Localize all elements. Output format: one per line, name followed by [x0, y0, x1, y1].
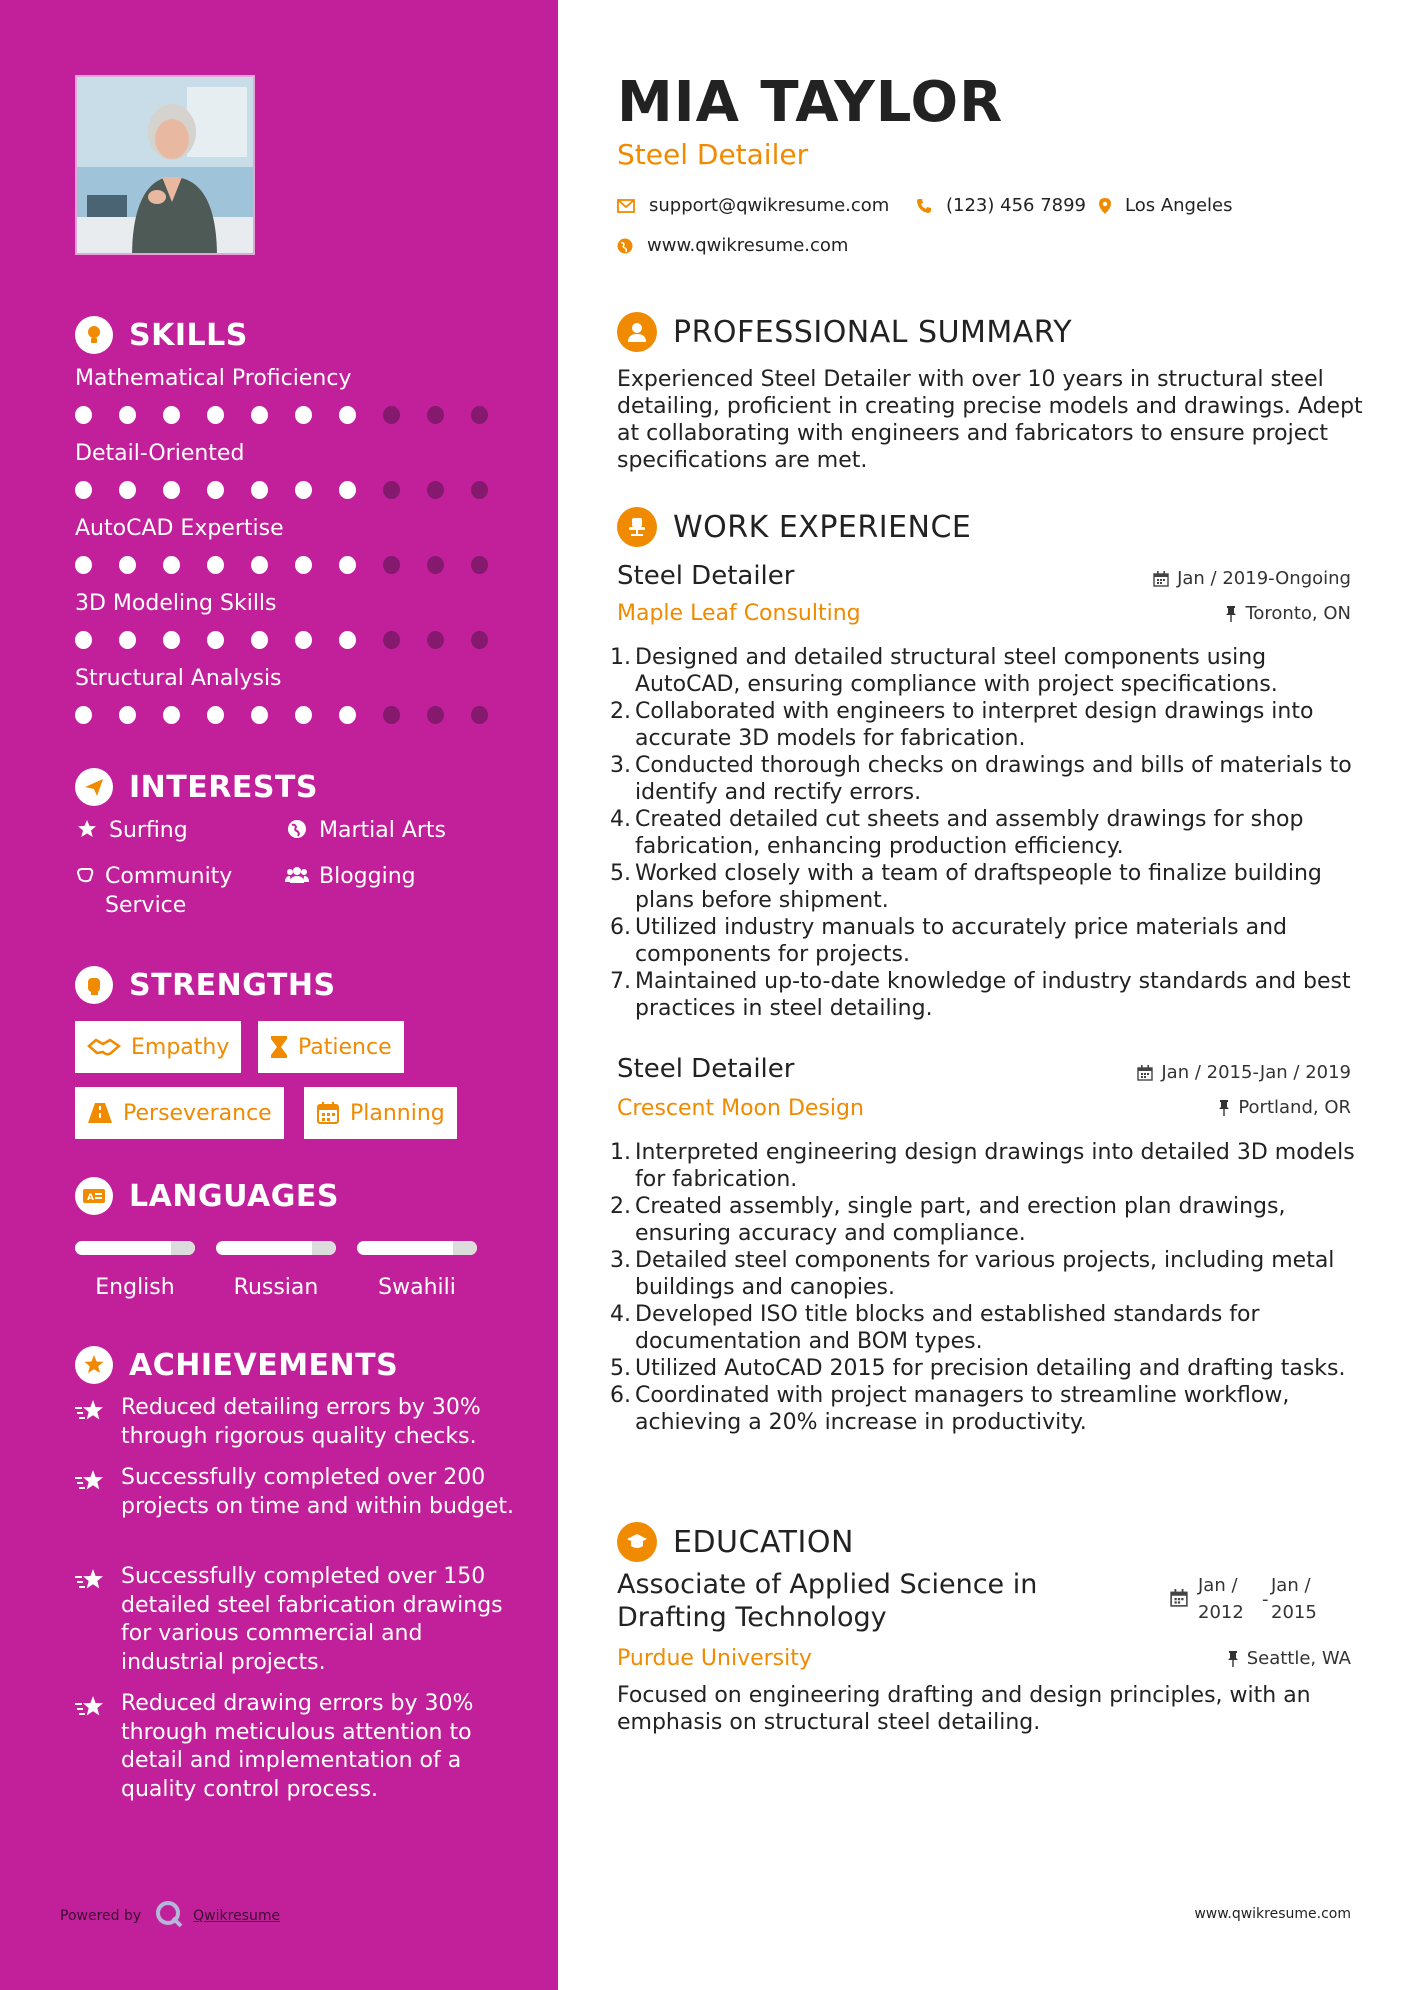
email-text: support@qwikresume.com	[649, 195, 890, 216]
candidate-title: Steel Detailer	[617, 138, 809, 171]
language-label: Russian	[233, 1275, 319, 1300]
achievements-title: ACHIEVEMENTS	[129, 1347, 399, 1383]
job-location-text: Toronto, ON	[1245, 603, 1351, 624]
strength-label: Patience	[298, 1034, 392, 1060]
skill-item	[75, 591, 515, 649]
education-end-month: Jan /	[1271, 1575, 1311, 1596]
strength-label: Empathy	[131, 1034, 230, 1060]
star-icon	[75, 816, 99, 839]
rating-dot-filled	[295, 631, 312, 649]
interest-item	[285, 816, 446, 845]
rating-dot-filled	[75, 631, 92, 649]
rating-dot-empty	[383, 556, 400, 574]
rating-dot-filled	[119, 406, 136, 424]
skill-rating	[75, 556, 515, 574]
responsibility-text: Designed and detailed structural steel components using AutoCAD, ensuring compliance with project specifications.	[635, 645, 1278, 697]
trophy-star-icon	[75, 1346, 113, 1384]
fist-icon	[75, 966, 113, 1004]
envelope-icon	[617, 199, 635, 213]
map-pin-icon	[1099, 198, 1111, 214]
rating-dot-filled	[251, 556, 268, 574]
responsibility-text: Created assembly, single part, and erection plan drawings, ensuring accuracy and compliance.	[635, 1194, 1286, 1246]
list-number: 7.	[610, 969, 631, 994]
education-start	[1198, 1572, 1244, 1626]
pushpin-icon	[1225, 606, 1237, 622]
education-start-month: Jan /	[1198, 1575, 1238, 1596]
responsibility-text: Utilized industry manuals to accurately price materials and components for projects.	[635, 915, 1287, 967]
interests-heading	[75, 768, 318, 806]
strength-chip	[75, 1021, 241, 1073]
rating-dot-empty	[427, 481, 444, 499]
rating-dot-filled	[119, 706, 136, 724]
list-number: 6.	[610, 1383, 631, 1408]
list-number: 4.	[610, 807, 631, 832]
skills-title: SKILLS	[129, 317, 248, 353]
rating-dot-filled	[75, 481, 92, 499]
language-level-remaining	[312, 1241, 336, 1255]
strengths-heading	[75, 966, 336, 1004]
job-location	[1218, 1097, 1351, 1118]
rating-dot-empty	[383, 631, 400, 649]
rating-dot-filled	[75, 406, 92, 424]
responsibility-text: Utilized AutoCAD 2015 for precision detailing and drafting tasks.	[635, 1356, 1346, 1381]
responsibility-item	[610, 806, 1370, 860]
responsibility-item	[610, 1301, 1370, 1355]
rating-dot-filled	[163, 556, 180, 574]
skill-rating	[75, 406, 515, 424]
graduation-icon	[617, 1522, 657, 1562]
paper-plane-icon	[75, 768, 113, 806]
qwikresume-logo-icon	[155, 1900, 183, 1932]
achievement-item	[75, 1394, 515, 1451]
rating-dot-filled	[163, 481, 180, 499]
list-number: 1.	[610, 1140, 631, 1165]
responsibility-item	[610, 968, 1370, 1022]
skill-item	[75, 366, 515, 424]
job-date-text: Jan / 2015-Jan / 2019	[1161, 1062, 1351, 1083]
sidebar	[0, 0, 558, 1990]
pushpin-icon	[1218, 1100, 1230, 1116]
interest-label: Community Service	[105, 864, 233, 918]
hand-icon	[75, 862, 95, 885]
responsibility-text: Interpreted engineering design drawings into detailed 3D models for fabrication.	[635, 1140, 1355, 1192]
powered-by	[60, 1900, 280, 1932]
rating-dot-filled	[163, 706, 180, 724]
website-text: www.qwikresume.com	[647, 235, 849, 256]
achievement-text: Successfully completed over 150 detailed steel fabrication drawings for various commercial and industrial projects.	[121, 1564, 503, 1675]
skill-rating	[75, 706, 515, 724]
contact-location	[1099, 195, 1233, 216]
list-number: 3.	[610, 1248, 631, 1273]
rating-dot-filled	[295, 706, 312, 724]
road-icon	[87, 1102, 113, 1124]
education-end	[1271, 1572, 1317, 1626]
list-number: 6.	[610, 915, 631, 940]
rating-dot-filled	[163, 631, 180, 649]
responsibility-item	[610, 860, 1370, 914]
rating-dot-empty	[383, 706, 400, 724]
strength-chip	[304, 1087, 457, 1139]
star-award-icon	[75, 1394, 109, 1428]
skill-item	[75, 516, 515, 574]
calendar-icon	[1153, 571, 1169, 587]
language-item	[355, 1241, 479, 1300]
rating-dot-empty	[427, 556, 444, 574]
rating-dot-filled	[119, 481, 136, 499]
rating-dot-filled	[251, 706, 268, 724]
education-description: Focused on engineering drafting and design principles, with an emphasis on structural steel detailing.	[617, 1683, 1311, 1735]
education-location	[1227, 1648, 1351, 1669]
responsibility-item	[610, 644, 1370, 698]
job-title: Steel Detailer	[617, 1054, 795, 1084]
education-start-year: 2012	[1198, 1602, 1244, 1623]
skill-item	[75, 666, 515, 724]
contact-website[interactable]	[617, 235, 848, 256]
rating-dot-empty	[471, 406, 488, 424]
rating-dot-filled	[295, 556, 312, 574]
school-name: Purdue University	[617, 1646, 812, 1671]
svg-text:A: A	[87, 1193, 94, 1203]
strength-chip	[258, 1021, 404, 1073]
language-level-bar	[357, 1241, 477, 1255]
responsibility-item	[610, 1355, 1370, 1382]
rating-dot-filled	[119, 631, 136, 649]
handshake-icon	[87, 1036, 121, 1058]
list-number: 2.	[610, 699, 631, 724]
language-icon	[75, 1177, 113, 1215]
skill-label: Structural Analysis	[75, 666, 282, 691]
skill-label: AutoCAD Expertise	[75, 516, 284, 541]
language-level-remaining	[453, 1241, 477, 1255]
skill-rating	[75, 481, 515, 499]
calendar-icon	[316, 1101, 340, 1125]
responsibility-text: Created detailed cut sheets and assembly drawings for shop fabrication, enhancing production efficiency.	[635, 807, 1304, 859]
language-level-bar	[216, 1241, 336, 1255]
interest-item	[285, 862, 416, 891]
skill-label: Detail-Oriented	[75, 441, 245, 466]
date-separator: -	[1262, 1589, 1269, 1610]
summary-text: Experienced Steel Detailer with over 10 years in structural steel detailing, proficient in creating precise models and drawings. Adept at collaborating with engineers and fabricators to ensure project specifications are met.	[617, 367, 1363, 473]
responsibility-item	[610, 1247, 1370, 1301]
contact-email[interactable]	[617, 195, 889, 216]
rating-dot-filled	[119, 556, 136, 574]
globe-icon	[617, 238, 633, 254]
job-responsibilities	[610, 644, 1370, 1022]
rating-dot-filled	[207, 406, 224, 424]
achievement-item	[75, 1690, 515, 1804]
achievement-item	[75, 1464, 515, 1521]
strength-label: Perseverance	[123, 1100, 272, 1126]
footer-url[interactable]: www.qwikresume.com	[1194, 1906, 1351, 1922]
strengths-title: STRENGTHS	[129, 967, 336, 1003]
interest-item	[75, 862, 255, 920]
skill-label: 3D Modeling Skills	[75, 591, 277, 616]
rating-dot-empty	[427, 406, 444, 424]
experience-title: WORK EXPERIENCE	[673, 509, 972, 545]
responsibility-item	[610, 1193, 1370, 1247]
profile-photo	[75, 75, 255, 255]
language-item	[73, 1241, 197, 1300]
achievement-text: Successfully completed over 200 projects on time and within budget.	[121, 1465, 515, 1519]
language-label: Swahili	[378, 1275, 456, 1300]
list-number: 4.	[610, 1302, 631, 1327]
powered-by-label: Powered by	[60, 1908, 142, 1924]
interest-label: Blogging	[319, 864, 416, 889]
skill-label: Mathematical Proficiency	[75, 366, 352, 391]
interest-item	[75, 816, 188, 845]
skill-item	[75, 441, 515, 499]
responsibility-text: Developed ISO title blocks and established standards for documentation and BOM types.	[635, 1302, 1260, 1354]
hourglass-icon	[270, 1035, 288, 1059]
languages-title: LANGUAGES	[129, 1178, 339, 1214]
education-location-text: Seattle, WA	[1246, 1648, 1351, 1669]
rating-dot-filled	[339, 631, 356, 649]
user-icon	[617, 312, 657, 352]
list-number: 3.	[610, 753, 631, 778]
interests-title: INTERESTS	[129, 769, 318, 805]
rating-dot-filled	[295, 481, 312, 499]
language-label: English	[95, 1275, 175, 1300]
job-date	[1137, 1062, 1351, 1083]
language-level-bar	[75, 1241, 195, 1255]
job-company: Maple Leaf Consulting	[617, 601, 861, 626]
responsibility-text: Detailed steel components for various projects, including metal buildings and canopies.	[635, 1248, 1335, 1300]
responsibility-item	[610, 914, 1370, 968]
rating-dot-filled	[251, 631, 268, 649]
star-award-icon	[75, 1464, 109, 1498]
users-icon	[285, 862, 309, 885]
list-number: 2.	[610, 1194, 631, 1219]
rating-dot-filled	[207, 556, 224, 574]
job-date	[1153, 568, 1351, 589]
responsibility-text: Coordinated with project managers to streamline workflow, achieving a 20% increase in productivity.	[635, 1383, 1290, 1435]
rating-dot-empty	[471, 556, 488, 574]
responsibility-item	[610, 1139, 1370, 1193]
globe-icon	[285, 816, 309, 839]
job-location	[1225, 603, 1351, 624]
rating-dot-filled	[295, 406, 312, 424]
rating-dot-empty	[471, 481, 488, 499]
star-award-icon	[75, 1690, 109, 1724]
achievement-text: Reduced drawing errors by 30% through meticulous attention to detail and implementation of a quality control process.	[121, 1691, 474, 1802]
strength-chip	[75, 1087, 284, 1139]
rating-dot-filled	[163, 406, 180, 424]
rating-dot-filled	[207, 631, 224, 649]
rating-dot-filled	[339, 556, 356, 574]
degree-title: Associate of Applied Science in Drafting Technology	[617, 1569, 1038, 1633]
experience-heading	[617, 507, 971, 547]
rating-dot-filled	[339, 706, 356, 724]
interest-label: Surfing	[109, 818, 188, 843]
job-responsibilities	[610, 1139, 1370, 1436]
lightbulb-icon	[75, 316, 113, 354]
job-location-text: Portland, OR	[1238, 1097, 1351, 1118]
qwikresume-link[interactable]: Qwikresume	[193, 1908, 281, 1924]
language-item	[214, 1241, 338, 1300]
languages-heading	[75, 1177, 339, 1215]
interest-label: Martial Arts	[319, 818, 447, 843]
job-company: Crescent Moon Design	[617, 1096, 864, 1121]
job-title: Steel Detailer	[617, 561, 795, 591]
education-title: EDUCATION	[673, 1524, 854, 1560]
main-content	[558, 0, 1407, 1990]
responsibility-item	[610, 1382, 1370, 1436]
rating-dot-filled	[251, 481, 268, 499]
star-award-icon	[75, 1563, 109, 1597]
rating-dot-filled	[207, 706, 224, 724]
rating-dot-empty	[471, 706, 488, 724]
calendar-icon	[1170, 1588, 1188, 1615]
rating-dot-filled	[75, 706, 92, 724]
summary-heading	[617, 312, 1072, 352]
list-number: 5.	[610, 1356, 631, 1381]
rating-dot-empty	[471, 631, 488, 649]
location-text: Los Angeles	[1125, 195, 1233, 216]
skills-heading	[75, 316, 248, 354]
responsibility-text: Maintained up-to-date knowledge of industry standards and best practices in steel detailing.	[635, 969, 1351, 1021]
job-date-text: Jan / 2019-Ongoing	[1177, 568, 1351, 589]
strength-label: Planning	[350, 1100, 445, 1126]
rating-dot-empty	[427, 706, 444, 724]
phone-icon	[916, 198, 932, 214]
rating-dot-filled	[251, 406, 268, 424]
rating-dot-empty	[383, 406, 400, 424]
phone-text: (123) 456 7899	[946, 195, 1087, 216]
contact-phone[interactable]	[916, 195, 1086, 216]
education-heading	[617, 1522, 854, 1562]
responsibility-text: Collaborated with engineers to interpret design drawings into accurate 3D models for fabrication.	[635, 699, 1314, 751]
rating-dot-filled	[339, 481, 356, 499]
skill-rating	[75, 631, 515, 649]
list-number: 5.	[610, 861, 631, 886]
rating-dot-empty	[427, 631, 444, 649]
rating-dot-filled	[207, 481, 224, 499]
language-level-remaining	[171, 1241, 195, 1255]
rating-dot-filled	[339, 406, 356, 424]
responsibility-item	[610, 698, 1370, 752]
calendar-icon	[1137, 1065, 1153, 1081]
responsibility-text: Worked closely with a team of draftspeople to finalize building plans before shipment.	[635, 861, 1322, 913]
summary-title: PROFESSIONAL SUMMARY	[673, 314, 1073, 350]
responsibility-item	[610, 752, 1370, 806]
rating-dot-filled	[75, 556, 92, 574]
rating-dot-empty	[383, 481, 400, 499]
responsibility-text: Conducted thorough checks on drawings and bills of materials to identify and rectify errors.	[635, 753, 1352, 805]
candidate-name: MIA TAYLOR	[617, 70, 1004, 135]
list-number: 1.	[610, 645, 631, 670]
office-chair-icon	[617, 507, 657, 547]
education-end-year: 2015	[1271, 1602, 1317, 1623]
achievements-heading	[75, 1346, 398, 1384]
achievement-text: Reduced detailing errors by 30% through rigorous quality checks.	[121, 1395, 481, 1449]
achievement-item	[75, 1563, 515, 1677]
pushpin-icon	[1227, 1651, 1239, 1667]
